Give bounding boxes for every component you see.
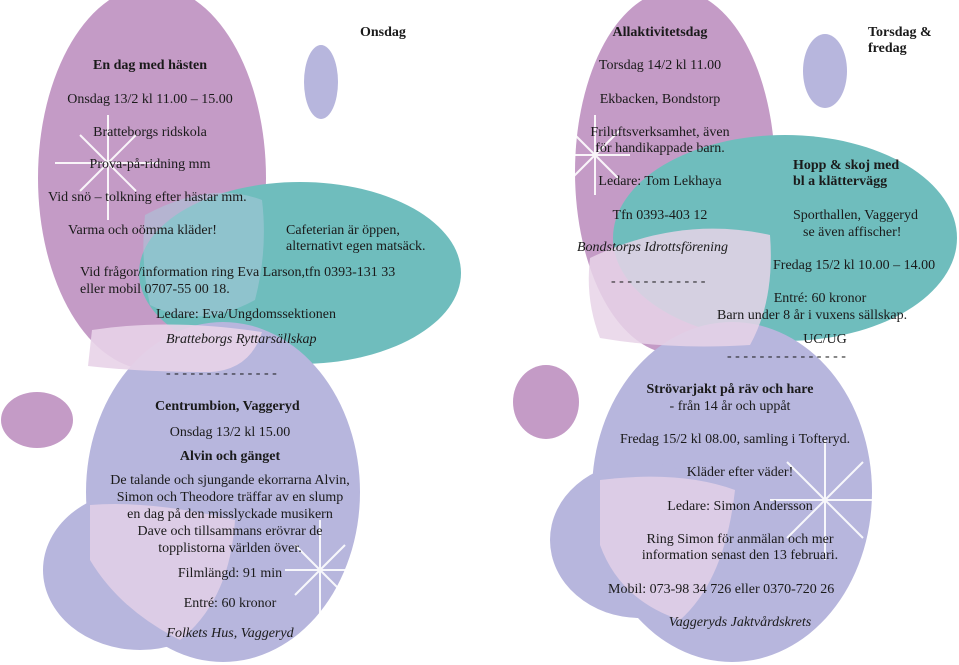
mauve-dot-right [513,365,579,439]
day-header-torsdag-1: Torsdag & [868,25,932,40]
day-header-torsdag-2: fredag [868,41,907,56]
cinema-length: Filmlängd: 91 min [177,566,283,581]
climbing-see: se även affischer! [803,225,902,240]
mauve-dot-left [1,392,73,448]
allaktivitet-organizer: Bondstorps Idrottsförening [577,240,729,255]
horse-place: Bratteborgs ridskola [93,125,207,140]
cinema-desc-5: topplistorna världen över. [158,541,302,556]
cinema-desc-4: Dave och tillsammans erövrar de [137,524,323,539]
hunt-leader: Ledare: Simon Andersson [667,499,813,514]
hunt-age: - från 14 år och uppåt [669,399,791,414]
cinema-desc-3: en dag på den misslyckade musikern [127,507,333,522]
hunt-title: Strövarjakt på räv och hare [646,382,814,397]
cinema-desc-1: De talande och sjungande ekorrarna Alvin, [110,473,350,488]
horse-date: Onsdag 13/2 kl 11.00 – 15.00 [67,92,233,107]
horse-snow: Vid snö – tolkning efter hästar mm. [48,190,247,205]
cinema-fee: Entré: 60 kronor [183,596,277,611]
allaktivitet-date: Torsdag 14/2 kl 11.00 [598,58,722,73]
horse-title: En dag med hästen [93,58,207,73]
hunt-clothes: Kläder efter väder! [686,465,794,480]
horse-clothes: Varma och oömma kläder! [68,223,217,238]
lavender-dot-left [304,45,338,119]
allaktivitet-leader: Ledare: Tom Lekhaya [598,174,722,189]
allaktivitet-desc-1: Friluftsverksamhet, även [590,125,730,140]
separator-right-1: - - - - - - - - - - - - [611,274,706,289]
climbing-organizer: UC/UG [803,332,847,347]
separator-right-2: - - - - - - - - - - - - - - - [727,349,846,364]
climbing-date: Fredag 15/2 kl 10.00 – 14.00 [773,258,936,273]
separator-left: - - - - - - - - - - - - - - [166,366,277,381]
climbing-title-2: bl a klättervägg [793,174,888,189]
hunt-call-1: Ring Simon för anmälan och mer [646,532,834,547]
horse-leader: Ledare: Eva/Ungdomssektionen [156,307,337,322]
hunt-call-2: information senast den 13 februari. [641,548,839,563]
horse-cafe-2: alternativt egen matsäck. [286,239,426,254]
horse-contact-1: Vid frågor/information ring Eva Larson,tfn 0393-131 33 [80,265,396,280]
horse-activity: Prova-på-ridning mm [89,157,211,172]
allaktivitet-place: Ekbacken, Bondstorp [599,92,721,107]
lavender-dot-right [803,34,847,108]
day-header-onsdag: Onsdag [360,25,406,40]
allaktivitet-title: Allaktivitetsdag [612,25,708,40]
climbing-title-1: Hopp & skoj med [793,158,900,173]
hunt-organizer: Vaggeryds Jaktvårdskrets [668,615,812,630]
cinema-title: Alvin och gänget [179,449,281,464]
climbing-place: Sporthallen, Vaggeryd [793,208,918,223]
allaktivitet-desc-2: för handikappade barn. [595,141,725,156]
climbing-fee: Entré: 60 kronor [773,291,867,306]
hunt-date: Fredag 15/2 kl 08.00, samling i Tofteryd. [620,432,851,447]
hunt-mobile: Mobil: 073-98 34 726 eller 0370-720 26 [608,582,835,597]
cinema-venue: Centrumbion, Vaggeryd [155,399,300,414]
horse-organizer: Bratteborgs Ryttarsällskap [166,332,317,347]
cinema-desc-2: Simon och Theodore träffar av en slump [116,490,344,505]
allaktivitet-phone: Tfn 0393-403 12 [612,208,708,223]
horse-contact-2: eller mobil 0707-55 00 18. [80,282,230,297]
climbing-kids: Barn under 8 år i vuxens sällskap. [717,308,908,323]
cinema-organizer: Folkets Hus, Vaggeryd [166,626,294,641]
cinema-date: Onsdag 13/2 kl 15.00 [169,425,291,440]
horse-cafe-1: Cafeterian är öppen, [286,223,400,238]
